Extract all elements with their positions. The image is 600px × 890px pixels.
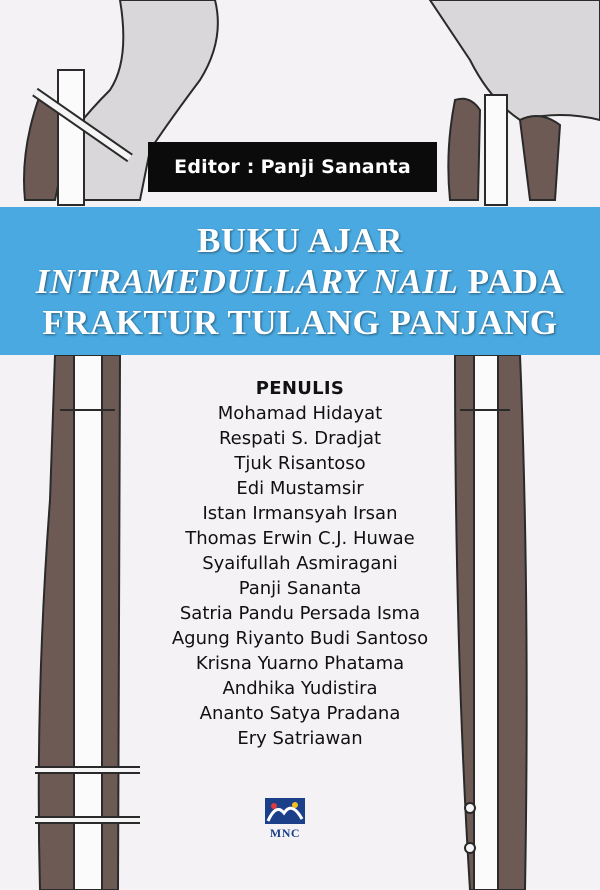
author-name: Panji Sananta: [238, 578, 362, 599]
author-name: Krisna Yuarno Phatama: [195, 653, 405, 674]
author-name: Istan Irmansyah Irsan: [202, 503, 398, 524]
title-line-2-italic: INTRAMEDULLARY NAIL: [35, 261, 459, 301]
title-line-3: FRAKTUR TULANG PANJANG: [42, 302, 558, 342]
author-name: Ery Satriawan: [237, 728, 363, 749]
editor-label: Editor :: [174, 156, 255, 178]
title-line-2-rest: PADA: [467, 261, 565, 301]
publisher-logo-text: MNC: [269, 826, 301, 840]
authors-list: [130, 376, 470, 751]
title-line-2: [36, 261, 565, 302]
author-name: Respati S. Dradjat: [218, 428, 382, 449]
publisher-logo-icon: [264, 797, 306, 843]
author-name: Agung Riyanto Budi Santoso: [171, 628, 429, 649]
book-title: [0, 207, 600, 355]
editor-name: Panji Sananta: [260, 156, 411, 178]
author-name: Andhika Yudistira: [222, 678, 378, 699]
title-line-1: BUKU AJAR: [197, 220, 403, 260]
author-name: Mohamad Hidayat: [217, 403, 383, 424]
author-name: Tjuk Risantoso: [234, 453, 366, 474]
author-name: Satria Pandu Persada Isma: [179, 603, 421, 624]
editor-box: [148, 142, 437, 192]
author-name: Thomas Erwin C.J. Huwae: [185, 528, 415, 549]
authors-heading: PENULIS: [255, 378, 345, 399]
author-name: Ananto Satya Pradana: [199, 703, 401, 724]
publisher-logo-mark: [264, 797, 306, 827]
author-name: Syaifullah Asmiragani: [202, 553, 398, 574]
author-name: Edi Mustamsir: [236, 478, 364, 499]
